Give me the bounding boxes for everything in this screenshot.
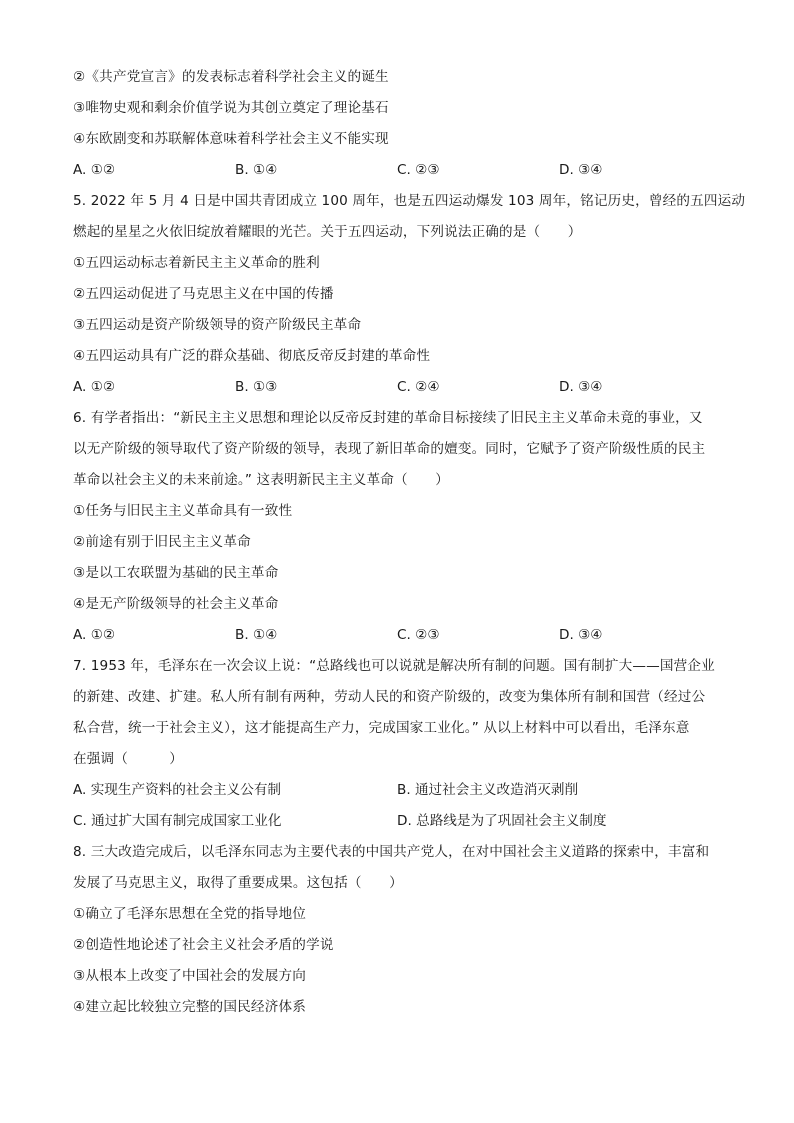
q7-options-row-2: [73, 806, 723, 837]
q6-stem-line: 革命以社会主义的未来前途。” 这表明新民主主义革命（ ）: [73, 472, 449, 488]
q6-option-c: C. ②③: [397, 627, 440, 643]
exam-page: [73, 62, 746, 1023]
q5-stem-line: 燃起的星星之火依旧绽放着耀眼的光芒。关于五四运动，下列说法正确的是（ ）: [73, 224, 582, 240]
q6-item-2: ②前途有别于旧民主主义革命: [73, 534, 251, 550]
q6-option-d: D. ③④: [559, 627, 603, 643]
q5-options: [73, 372, 723, 403]
q4-option-b: B. ①④: [235, 162, 278, 178]
q7-stem-line: 的新建、改建、扩建。私人所有制有两种，劳动人民的和资产阶级的，改变为集体所有制和国营（经过公: [73, 689, 706, 705]
q5-item-3: ③五四运动是资产阶级领导的资产阶级民主革命: [73, 317, 362, 333]
q8-item-1: ①确立了毛泽东思想在全党的指导地位: [73, 906, 307, 922]
q7-options-row-1: [73, 775, 723, 806]
q6-option-a: A. ①②: [73, 627, 116, 643]
q7-option-d: D. 总路线是为了巩固社会主义制度: [397, 813, 607, 829]
question-4-tail: [73, 62, 723, 186]
q4-item-3: ③唯物史观和剩余价值学说为其创立奠定了理论基石: [73, 100, 389, 116]
q8-stem-line: 发展了马克思主义，取得了重要成果。这包括（ ）: [73, 875, 403, 891]
q5-option-c: C. ②④: [397, 379, 440, 395]
q5-option-b: B. ①③: [235, 379, 278, 395]
q7-option-b: B. 通过社会主义改造消灭剥削: [397, 782, 579, 798]
q4-options: [73, 155, 723, 186]
q6-item-4: ④是无产阶级领导的社会主义革命: [73, 596, 279, 612]
q8-item-4: ④建立起比较独立完整的国民经济体系: [73, 999, 307, 1015]
question-6: [73, 403, 723, 651]
q7-option-a: A. 实现生产资料的社会主义公有制: [73, 782, 282, 798]
q5-item-4: ④五四运动具有广泛的群众基础、彻底反帝反封建的革命性: [73, 348, 431, 364]
q4-item-4: ④东欧剧变和苏联解体意味着科学社会主义不能实现: [73, 131, 389, 147]
q6-option-b: B. ①④: [235, 627, 278, 643]
q7-option-c: C. 通过扩大国有制完成国家工业化: [73, 813, 282, 829]
q4-item-2: ②《共产党宣言》的发表标志着科学社会主义的诞生: [73, 69, 389, 85]
q4-option-a: A. ①②: [73, 162, 116, 178]
q6-item-1: ①任务与旧民主主义革命具有一致性: [73, 503, 293, 519]
q6-stem-line: 以无产阶级的领导取代了资产阶级的领导，表现了新旧革命的嬗变。同时，它赋予了资产阶级性质的民主: [73, 441, 706, 457]
q5-option-d: D. ③④: [559, 379, 603, 395]
question-8: [73, 837, 723, 1023]
q5-item-2: ②五四运动促进了马克思主义在中国的传播: [73, 286, 334, 302]
q7-stem-line: 在强调（ ）: [73, 751, 183, 767]
q4-option-d: D. ③④: [559, 162, 603, 178]
q8-item-2: ②创造性地论述了社会主义社会矛盾的学说: [73, 937, 334, 953]
q6-options: [73, 620, 723, 651]
q7-stem-line: 7. 1953 年，毛泽东在一次会议上说：“总路线也可以说就是解决所有制的问题。国有制扩大——国营企业: [73, 658, 715, 674]
q4-option-c: C. ②③: [397, 162, 440, 178]
q5-item-1: ①五四运动标志着新民主主义革命的胜利: [73, 255, 320, 271]
q8-item-3: ③从根本上改变了中国社会的发展方向: [73, 968, 307, 984]
q6-stem-line: 6. 有学者指出：“新民主主义思想和理论以反帝反封建的革命目标接续了旧民主主义革命未竟的事业，又: [73, 410, 703, 426]
q8-stem-line: 8. 三大改造完成后，以毛泽东同志为主要代表的中国共产党人，在对中国社会主义道路的探索中，丰富和: [73, 844, 710, 860]
question-5: [73, 186, 746, 403]
q6-item-3: ③是以工农联盟为基础的民主革命: [73, 565, 279, 581]
question-7: [73, 651, 723, 837]
q5-option-a: A. ①②: [73, 379, 116, 395]
q5-stem-line: 5. 2022 年 5 月 4 日是中国共青团成立 100 周年，也是五四运动爆发 103 周年，铭记历史，曾经的五四运动: [73, 193, 746, 209]
q7-stem-line: 私合营，统一于社会主义），这才能提高生产力，完成国家工业化。” 从以上材料中可以看出，毛泽东意: [73, 720, 690, 736]
